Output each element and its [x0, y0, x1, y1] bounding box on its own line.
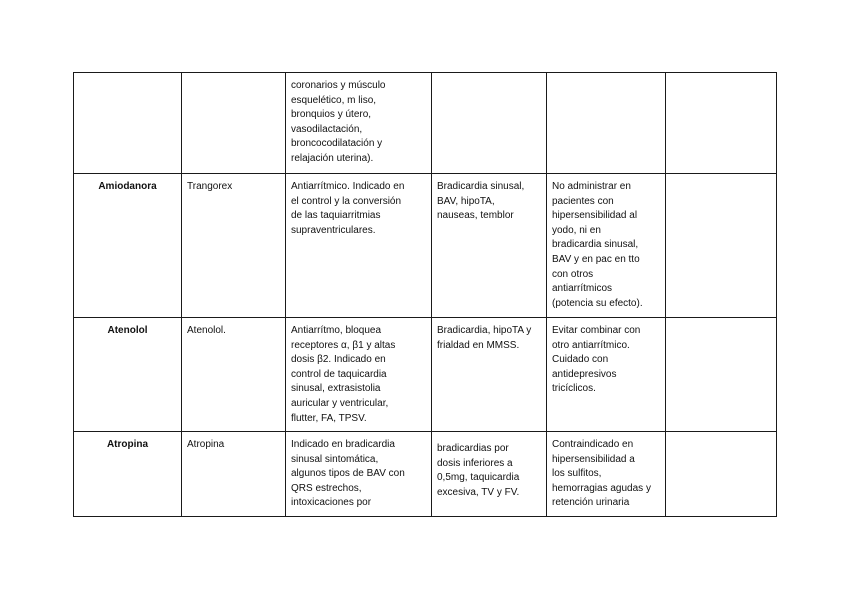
indication-text: Indicado en bradicardia sinusal sintomática, algunos tipos de BAV con QRS estrechos, intoxicaciones por [291, 439, 405, 509]
table-row [74, 318, 777, 432]
indication-cell [286, 174, 432, 318]
drug-name: Amiodanora [98, 181, 157, 192]
brand-cell [182, 318, 286, 432]
contraindication-cell [547, 432, 666, 517]
contraindication-text: Contraindicado en hipersensibilidad a los sulfitos, hemorragias agudas y retención urinaria [552, 439, 651, 509]
notes-cell [666, 432, 777, 517]
table-row [74, 432, 777, 517]
brand-cell [182, 73, 286, 174]
indication-text: Antiarrítmico. Indicado en el control y la conversión de las taquiarritmias supraventriculares. [291, 181, 405, 236]
brand-name: Atropina [187, 439, 225, 450]
drug-name-cell [74, 73, 182, 174]
adverse-effects-text: bradicardias por dosis inferiores a 0,5mg, taquicardia excesiva, TV y FV. [437, 443, 520, 498]
adverse-effects-cell [432, 318, 547, 432]
drug-name-cell [74, 174, 182, 318]
contraindication-text: No administrar en pacientes con hipersensibilidad al yodo, ni en bradicardia sinusal, BAV y en pac en tto con otros antiarrítmicos (potencia su efecto). [552, 181, 643, 309]
indication-cell [286, 318, 432, 432]
brand-cell [182, 174, 286, 318]
contraindication-text: Evitar combinar con otro antiarrítmico. Cuidado con antidepresivos tricíclicos. [552, 325, 641, 395]
notes-cell [666, 174, 777, 318]
notes-cell [666, 73, 777, 174]
contraindication-cell [547, 318, 666, 432]
brand-name: Trangorex [187, 181, 233, 192]
brand-name: Atenolol. [187, 325, 226, 336]
indication-text: coronarios y músculo esquelético, m liso, bronquios y útero, vasodilactación, broncocodilatación y relajación uterina). [291, 80, 386, 164]
drug-table [73, 72, 777, 517]
contraindication-cell [547, 174, 666, 318]
adverse-effects-text: Bradicardia, hipoTA y frialdad en MMSS. [437, 325, 532, 351]
indication-text: Antiarrítmo, bloquea receptores α, β1 y altas dosis β2. Indicado en control de taquicardia sinusal, extrasistolia auricular y ventricular, flutter, FA, TPSV. [291, 325, 396, 424]
table-row [74, 174, 777, 318]
adverse-effects-cell [432, 432, 547, 517]
contraindication-cell [547, 73, 666, 174]
adverse-effects-cell [432, 73, 547, 174]
notes-cell [666, 318, 777, 432]
table-row [74, 73, 777, 174]
brand-cell [182, 432, 286, 517]
drug-name-cell [74, 318, 182, 432]
drug-name-cell [74, 432, 182, 517]
drug-name: Atropina [106, 439, 149, 450]
adverse-effects-cell [432, 174, 547, 318]
indication-cell [286, 73, 432, 174]
adverse-effects-text: Bradicardia sinusal, BAV, hipoTA, nauseas, temblor [437, 181, 525, 222]
drug-name: Atenolol [107, 325, 148, 336]
indication-cell [286, 432, 432, 517]
